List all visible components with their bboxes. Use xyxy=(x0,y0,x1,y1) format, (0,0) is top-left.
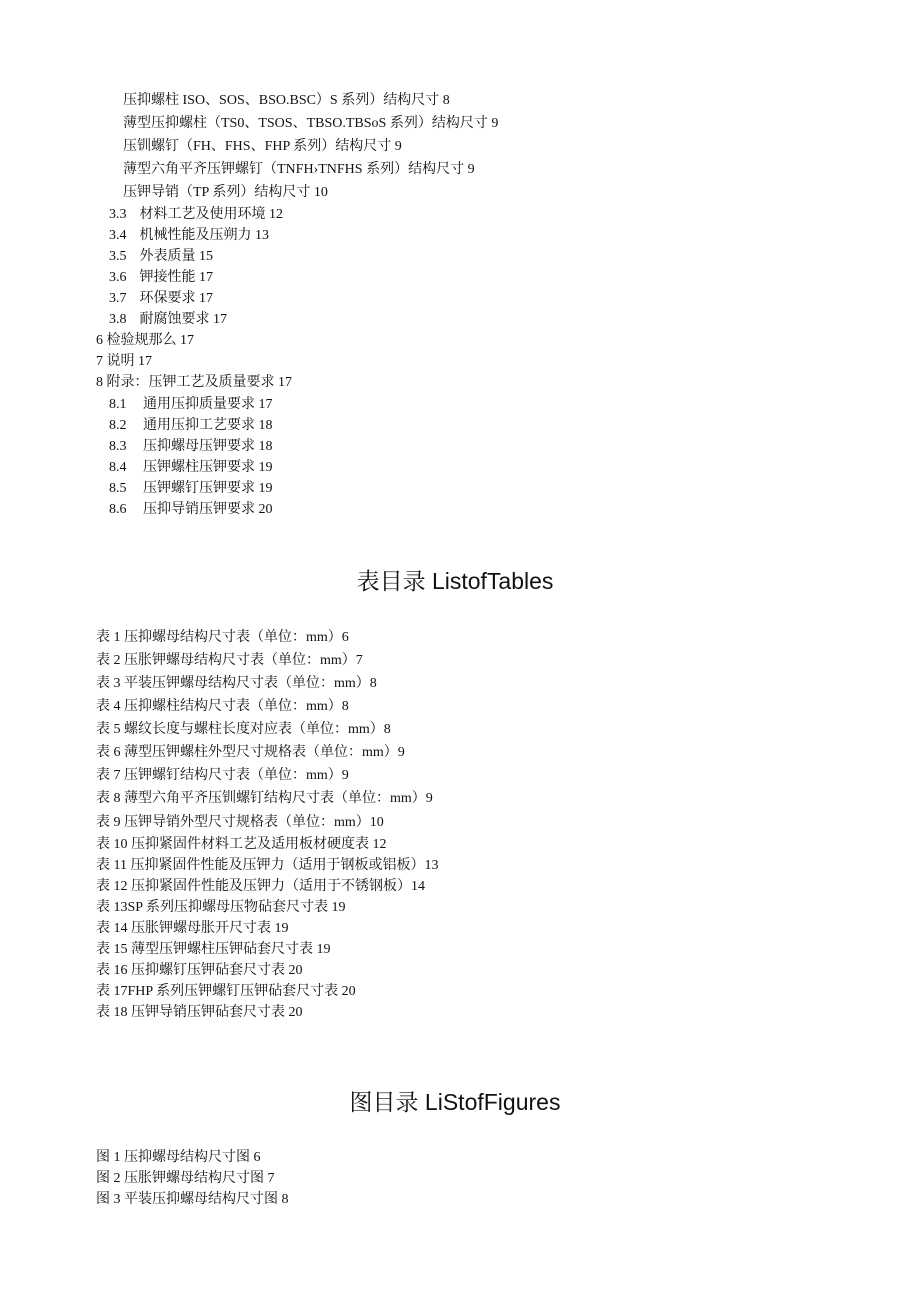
toc-entry-text: 6 检验规那么 17 xyxy=(96,333,194,348)
toc-entry-text: 压钾螺钉压钾要求 19 xyxy=(143,481,273,496)
table-list-item: 表 2 压胀钾螺母结构尺寸表（单位：mm）7 xyxy=(96,653,363,668)
toc-entry-number: 3.8 xyxy=(109,312,127,327)
table-list-item: 表 15 薄型压钾螺柱压钾砧套尺寸表 19 xyxy=(96,942,331,957)
toc-entry xyxy=(109,268,213,288)
toc-entry-text: 耐腐蚀要求 17 xyxy=(139,312,227,327)
table-list-item: 表 14 压胀钾螺母胀开尺寸表 19 xyxy=(96,921,289,936)
toc-entry-text: 8 附录：压钾工艺及质量要求 17 xyxy=(96,375,292,390)
toc-entry-number: 8.1 xyxy=(109,397,127,412)
toc-entry xyxy=(109,226,269,246)
toc-entry xyxy=(109,289,213,309)
toc-entry xyxy=(123,114,498,134)
toc-entry xyxy=(109,458,273,478)
table-list-item: 表 10 压抑紧固件材料工艺及适用板材硬度表 12 xyxy=(96,837,387,852)
toc-entry-text: 7 说明 17 xyxy=(96,354,152,369)
toc-entry xyxy=(123,137,402,157)
toc-entry xyxy=(96,373,292,393)
toc-entry xyxy=(109,416,273,436)
toc-entry-text: 压抑螺母压钾要求 18 xyxy=(143,439,273,454)
toc-entry xyxy=(109,205,283,225)
toc-entry-number: 3.6 xyxy=(109,270,127,285)
table-list-item: 表 1 压抑螺母结构尺寸表（单位：mm）6 xyxy=(96,630,349,645)
toc-entry xyxy=(109,395,273,415)
list-of-tables-heading: 表目录 ListofTables xyxy=(356,568,554,594)
toc-entry-text: 压钾导销（TP 系列）结构尺寸 10 xyxy=(123,185,328,200)
table-list-item: 表 11 压抑紧固件性能及压钾力（适用于钢板或铝板）13 xyxy=(96,858,439,873)
toc-entry-text: 压抑螺柱 ISO、SOS、BSO.BSC）S 系列）结构尺寸 8 xyxy=(123,93,450,108)
table-list-item: 表 9 压钾导销外型尺寸规格表（单位：mm）10 xyxy=(96,815,384,830)
toc-entry xyxy=(109,310,227,330)
toc-entry-text: 通用压抑质量要求 17 xyxy=(143,397,273,412)
toc-entry xyxy=(109,247,213,267)
toc-entry xyxy=(109,500,273,520)
toc-entry-number: 8.2 xyxy=(109,418,127,433)
table-list-item: 表 3 平装压钾螺母结构尺寸表（单位：mm）8 xyxy=(96,676,377,691)
table-list-item: 表 16 压抑螺钉压钾砧套尺寸表 20 xyxy=(96,963,303,978)
figure-list-item: 图 2 压胀钾螺母结构尺寸图 7 xyxy=(96,1171,275,1186)
toc-entry-number: 8.4 xyxy=(109,460,127,475)
list-of-figures-heading: 图目录 LiStofFigures xyxy=(349,1089,561,1115)
toc-entry xyxy=(109,437,273,457)
toc-entry xyxy=(96,352,152,372)
toc-entry-text: 压钾螺柱压钾要求 19 xyxy=(143,460,273,475)
table-list-item: 表 6 薄型压钾螺柱外型尺寸规格表（单位：mm）9 xyxy=(96,745,405,760)
table-list-item: 表 13SP 系列压抑螺母压物砧套尺寸表 19 xyxy=(96,900,346,915)
table-list-item: 表 18 压钾导销压钾砧套尺寸表 20 xyxy=(96,1005,303,1020)
toc-entry-number: 3.4 xyxy=(109,228,127,243)
toc-entry-number: 8.5 xyxy=(109,481,127,496)
toc-entry-number: 3.5 xyxy=(109,249,127,264)
toc-entry-text: 环保要求 17 xyxy=(139,291,213,306)
toc-entry-text: 钾接性能 17 xyxy=(139,270,213,285)
toc-entry-text: 机械性能及压朔力 13 xyxy=(139,228,269,243)
table-list-item: 表 5 螺纹长度与螺柱长度对应表（单位：mm）8 xyxy=(96,722,391,737)
toc-entry-text: 压抑导销压钾要求 20 xyxy=(143,502,273,517)
toc-entry-number: 8.6 xyxy=(109,502,127,517)
table-list-item: 表 8 薄型六角平齐压钏螺钉结构尺寸表（单位：mm）9 xyxy=(96,791,433,806)
toc-entry-text: 材料工艺及使用环境 12 xyxy=(139,207,283,222)
toc-entry-text: 通用压抑工艺要求 18 xyxy=(143,418,273,433)
figure-list-item: 图 1 压抑螺母结构尺寸图 6 xyxy=(96,1150,261,1165)
figure-list-item: 图 3 平装压抑螺母结构尺寸图 8 xyxy=(96,1192,289,1207)
table-list-item: 表 4 压抑螺柱结构尺寸表（单位：mm）8 xyxy=(96,699,349,714)
toc-entry-text: 薄型压抑螺柱（TS0、TSOS、TBSO.TBSoS 系列）结构尺寸 9 xyxy=(123,116,499,131)
toc-entry xyxy=(123,91,450,111)
toc-entry xyxy=(123,160,475,180)
table-list-item: 表 7 压钾螺钉结构尺寸表（单位：mm）9 xyxy=(96,768,349,783)
toc-entry xyxy=(123,183,328,203)
toc-entry-text: 压钏螺钉（FH、FHS、FHP 系列）结构尺寸 9 xyxy=(123,139,402,154)
table-list-item: 表 17FHP 系列压钾螺钉压钾砧套尺寸表 20 xyxy=(96,984,356,999)
toc-entry-number: 3.7 xyxy=(109,291,127,306)
toc-entry xyxy=(96,331,194,351)
toc-entry-text: 薄型六角平齐压钾螺钉（TNFH›TNFHS 系列）结构尺寸 9 xyxy=(123,162,475,177)
toc-entry-text: 外表质量 15 xyxy=(139,249,213,264)
toc-entry xyxy=(109,479,273,499)
toc-entry-number: 8.3 xyxy=(109,439,127,454)
table-list-item: 表 12 压抑紧固件性能及压钾力（适用于不锈钢板）14 xyxy=(96,879,425,894)
toc-entry-number: 3.3 xyxy=(109,207,127,222)
